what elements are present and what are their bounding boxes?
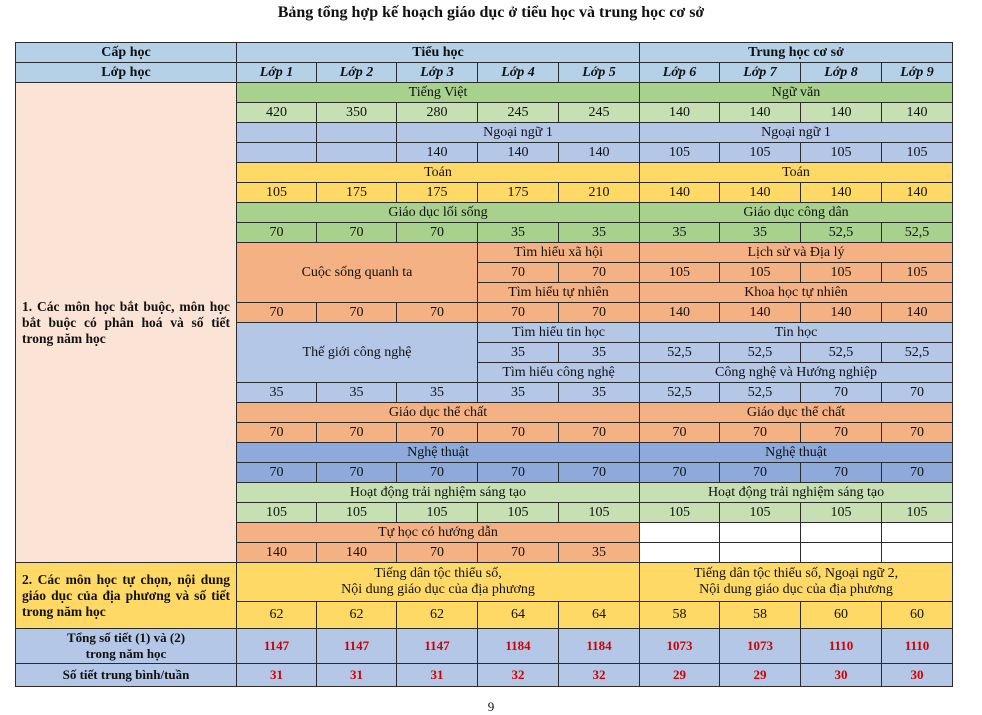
- value-cell: 105: [237, 503, 317, 523]
- value-cell: 140: [559, 143, 640, 163]
- value-cell: 105: [882, 263, 953, 283]
- total-value: 1110: [882, 629, 953, 664]
- education-plan-table: [15, 42, 953, 687]
- empty-cell: [801, 543, 882, 563]
- value-cell: 105: [640, 503, 720, 523]
- value-cell: 140: [720, 103, 801, 123]
- subject-label: Hoạt động trải nghiệm sáng tạo: [237, 483, 640, 503]
- value-cell: 70: [640, 463, 720, 483]
- value-cell: 52,5: [801, 343, 882, 363]
- value-cell: 105: [559, 503, 640, 523]
- value-cell: 35: [559, 543, 640, 563]
- grade-header: Lớp 9: [882, 63, 953, 83]
- subject-label: Tự học có hướng dẫn: [237, 523, 640, 543]
- value-cell: 62: [237, 602, 317, 629]
- value-cell: 70: [559, 263, 640, 283]
- value-cell: 70: [559, 463, 640, 483]
- value-cell: 105: [720, 143, 801, 163]
- value-cell: 70: [559, 303, 640, 323]
- subject-label: Hoạt động trải nghiệm sáng tạo: [640, 483, 953, 503]
- total-value: 1147: [397, 629, 478, 664]
- grade-header: Lớp 7: [720, 63, 801, 83]
- value-cell: 70: [397, 303, 478, 323]
- grade-header: Lớp 5: [559, 63, 640, 83]
- subject-label: Lịch sử và Địa lý: [640, 243, 953, 263]
- value-cell: 105: [478, 503, 559, 523]
- value-cell: 70: [237, 423, 317, 443]
- value-cell: 105: [882, 143, 953, 163]
- weekly-value: 31: [317, 664, 397, 687]
- subject-label: Tìm hiểu tự nhiên: [478, 283, 640, 303]
- value-cell: 175: [397, 183, 478, 203]
- value-cell: 140: [237, 543, 317, 563]
- total-value: 1184: [559, 629, 640, 664]
- value-cell: 70: [478, 303, 559, 323]
- empty-cell: [882, 543, 953, 563]
- value-cell: 64: [478, 602, 559, 629]
- value-cell: 70: [397, 223, 478, 243]
- value-cell: 140: [397, 143, 478, 163]
- total-value: 1147: [317, 629, 397, 664]
- value-cell: 70: [317, 303, 397, 323]
- value-cell: 35: [559, 343, 640, 363]
- value-cell: 70: [720, 423, 801, 443]
- value-cell: 105: [801, 503, 882, 523]
- weekly-value: 29: [640, 664, 720, 687]
- weekly-value: 32: [478, 664, 559, 687]
- subject-label: Tìm hiểu tin học: [478, 323, 640, 343]
- weekly-value: 30: [801, 664, 882, 687]
- subject-label: Cuộc sống quanh ta: [237, 243, 478, 303]
- table-row: [16, 563, 953, 602]
- empty-cell: [801, 523, 882, 543]
- value-cell: 70: [720, 463, 801, 483]
- value-cell: 70: [882, 423, 953, 443]
- subject-label: Tìm hiểu công nghệ: [478, 363, 640, 383]
- subject-label: Ngữ văn: [640, 83, 953, 103]
- value-cell: 35: [317, 383, 397, 403]
- page-title: Bảng tổng hợp kế hoạch giáo dục ở tiểu học và trung học cơ sở: [277, 4, 705, 21]
- weekly-value: 31: [397, 664, 478, 687]
- value-cell: 105: [397, 503, 478, 523]
- value-cell: 70: [478, 543, 559, 563]
- weekly-row: [16, 664, 953, 687]
- value-cell: 35: [478, 343, 559, 363]
- value-cell: 140: [882, 103, 953, 123]
- value-cell: 35: [720, 223, 801, 243]
- table-row: [16, 83, 953, 103]
- total-value: 1073: [640, 629, 720, 664]
- total-value: 1073: [720, 629, 801, 664]
- subject-label: Giáo dục thể chất: [237, 403, 640, 423]
- value-cell: 35: [559, 383, 640, 403]
- value-cell: 70: [882, 463, 953, 483]
- grade-header: Lớp 3: [397, 63, 478, 83]
- subject-label: Nghệ thuật: [640, 443, 953, 463]
- value-cell: 105: [237, 183, 317, 203]
- total-value: 1147: [237, 629, 317, 664]
- value-cell: 140: [478, 143, 559, 163]
- value-cell: 70: [237, 463, 317, 483]
- header-row-grade: [16, 63, 953, 83]
- weekly-value: 32: [559, 664, 640, 687]
- total-row: [16, 629, 953, 664]
- value-cell: 52,5: [720, 383, 801, 403]
- value-cell: 52,5: [801, 223, 882, 243]
- grade-header: Lớp 8: [801, 63, 882, 83]
- value-cell: 64: [559, 602, 640, 629]
- subject-line: Tiếng dân tộc thiểu số,: [374, 566, 502, 581]
- subject-label: Ngoại ngữ 1: [397, 123, 640, 143]
- empty-cell: [720, 543, 801, 563]
- grade-header: Lớp 2: [317, 63, 397, 83]
- value-cell: 105: [720, 503, 801, 523]
- value-cell: 70: [317, 423, 397, 443]
- value-cell: 70: [801, 463, 882, 483]
- value-cell: 70: [237, 223, 317, 243]
- value-cell: 58: [720, 602, 801, 629]
- value-cell: 70: [801, 383, 882, 403]
- subject-label: [640, 563, 953, 602]
- value-cell: 420: [237, 103, 317, 123]
- weekly-value: 29: [720, 664, 801, 687]
- value-cell: 70: [478, 263, 559, 283]
- subject-label: Nghệ thuật: [237, 443, 640, 463]
- header-row-level: [16, 43, 953, 63]
- value-cell: 70: [559, 423, 640, 443]
- empty-cell: [640, 543, 720, 563]
- value-cell: 35: [559, 223, 640, 243]
- value-cell: 58: [640, 602, 720, 629]
- value-cell: 245: [478, 103, 559, 123]
- section1-label: 1. Các môn học bắt buộc, môn học bắt buộc có phân hoá và số tiết trong năm học: [16, 83, 237, 563]
- subject-label: Thế giới công nghệ: [237, 323, 478, 383]
- subject-label: Ngoại ngữ 1: [640, 123, 953, 143]
- total-label-line: Tổng số tiết (1) và (2): [66, 630, 186, 645]
- empty-cell: [237, 123, 317, 143]
- empty-cell: [317, 143, 397, 163]
- value-cell: 62: [317, 602, 397, 629]
- subject-label: Tìm hiểu xã hội: [478, 243, 640, 263]
- grade-header: Lớp 4: [478, 63, 559, 83]
- value-cell: 105: [720, 263, 801, 283]
- subject-label: Tin học: [640, 323, 953, 343]
- subject-line: Nội dung giáo dục của địa phương: [341, 582, 535, 597]
- value-cell: 105: [801, 143, 882, 163]
- value-cell: 62: [397, 602, 478, 629]
- value-cell: 245: [559, 103, 640, 123]
- lop-hoc-header: Lớp học: [16, 63, 237, 83]
- tieu-hoc-header: Tiểu học: [237, 43, 640, 63]
- empty-cell: [640, 523, 720, 543]
- value-cell: 70: [397, 423, 478, 443]
- value-cell: 35: [237, 383, 317, 403]
- value-cell: 175: [317, 183, 397, 203]
- value-cell: 140: [882, 183, 953, 203]
- subject-label: Giáo dục công dân: [640, 203, 953, 223]
- value-cell: 140: [317, 543, 397, 563]
- value-cell: 140: [801, 103, 882, 123]
- value-cell: 140: [801, 303, 882, 323]
- value-cell: 210: [559, 183, 640, 203]
- total-label-line: trong năm học: [85, 646, 167, 661]
- value-cell: 52,5: [640, 383, 720, 403]
- subject-label: Giáo dục thể chất: [640, 403, 953, 423]
- value-cell: 70: [237, 303, 317, 323]
- value-cell: 70: [801, 423, 882, 443]
- value-cell: 105: [640, 263, 720, 283]
- weekly-value: 31: [237, 664, 317, 687]
- value-cell: 140: [720, 183, 801, 203]
- subject-label: Khoa học tự nhiên: [640, 283, 953, 303]
- value-cell: 175: [478, 183, 559, 203]
- value-cell: 52,5: [882, 343, 953, 363]
- subject-label: Tiếng Việt: [237, 83, 640, 103]
- value-cell: 70: [478, 463, 559, 483]
- value-cell: 60: [801, 602, 882, 629]
- value-cell: 70: [317, 463, 397, 483]
- section2-label: 2. Các môn học tự chọn, nội dung giáo dục của địa phương và số tiết trong năm học: [16, 563, 237, 629]
- value-cell: 35: [478, 383, 559, 403]
- grade-header: Lớp 1: [237, 63, 317, 83]
- value-cell: 105: [640, 143, 720, 163]
- empty-cell: [720, 523, 801, 543]
- value-cell: 350: [317, 103, 397, 123]
- value-cell: 70: [478, 423, 559, 443]
- weekly-label: Số tiết trung bình/tuần: [16, 664, 237, 687]
- page-number: 9: [487, 699, 495, 714]
- value-cell: 60: [882, 602, 953, 629]
- value-cell: 35: [640, 223, 720, 243]
- subject-label: [237, 563, 640, 602]
- value-cell: 52,5: [882, 223, 953, 243]
- value-cell: 280: [397, 103, 478, 123]
- value-cell: 35: [478, 223, 559, 243]
- weekly-value: 30: [882, 664, 953, 687]
- empty-cell: [237, 143, 317, 163]
- subject-label: Toán: [237, 163, 640, 183]
- value-cell: 140: [640, 103, 720, 123]
- value-cell: 105: [317, 503, 397, 523]
- value-cell: 70: [882, 383, 953, 403]
- value-cell: 52,5: [720, 343, 801, 363]
- subject-line: Nội dung giáo dục của địa phương: [699, 582, 893, 597]
- total-value: 1184: [478, 629, 559, 664]
- total-label: [16, 629, 237, 664]
- subject-label: Toán: [640, 163, 953, 183]
- value-cell: 140: [720, 303, 801, 323]
- value-cell: 140: [640, 303, 720, 323]
- grade-header: Lớp 6: [640, 63, 720, 83]
- value-cell: 105: [801, 263, 882, 283]
- empty-cell: [317, 123, 397, 143]
- subject-line: Tiếng dân tộc thiểu số, Ngoại ngữ 2,: [693, 566, 899, 581]
- value-cell: 70: [397, 543, 478, 563]
- value-cell: 70: [317, 223, 397, 243]
- thcs-header: Trung học cơ sở: [640, 43, 953, 63]
- value-cell: 140: [801, 183, 882, 203]
- value-cell: 105: [882, 503, 953, 523]
- value-cell: 52,5: [640, 343, 720, 363]
- total-value: 1110: [801, 629, 882, 664]
- value-cell: 70: [397, 463, 478, 483]
- cap-hoc-header: Cấp học: [16, 43, 237, 63]
- value-cell: 35: [397, 383, 478, 403]
- value-cell: 140: [882, 303, 953, 323]
- value-cell: 140: [640, 183, 720, 203]
- subject-label: Công nghệ và Hướng nghiệp: [640, 363, 953, 383]
- value-cell: 70: [640, 423, 720, 443]
- subject-label: Giáo dục lối sống: [237, 203, 640, 223]
- empty-cell: [882, 523, 953, 543]
